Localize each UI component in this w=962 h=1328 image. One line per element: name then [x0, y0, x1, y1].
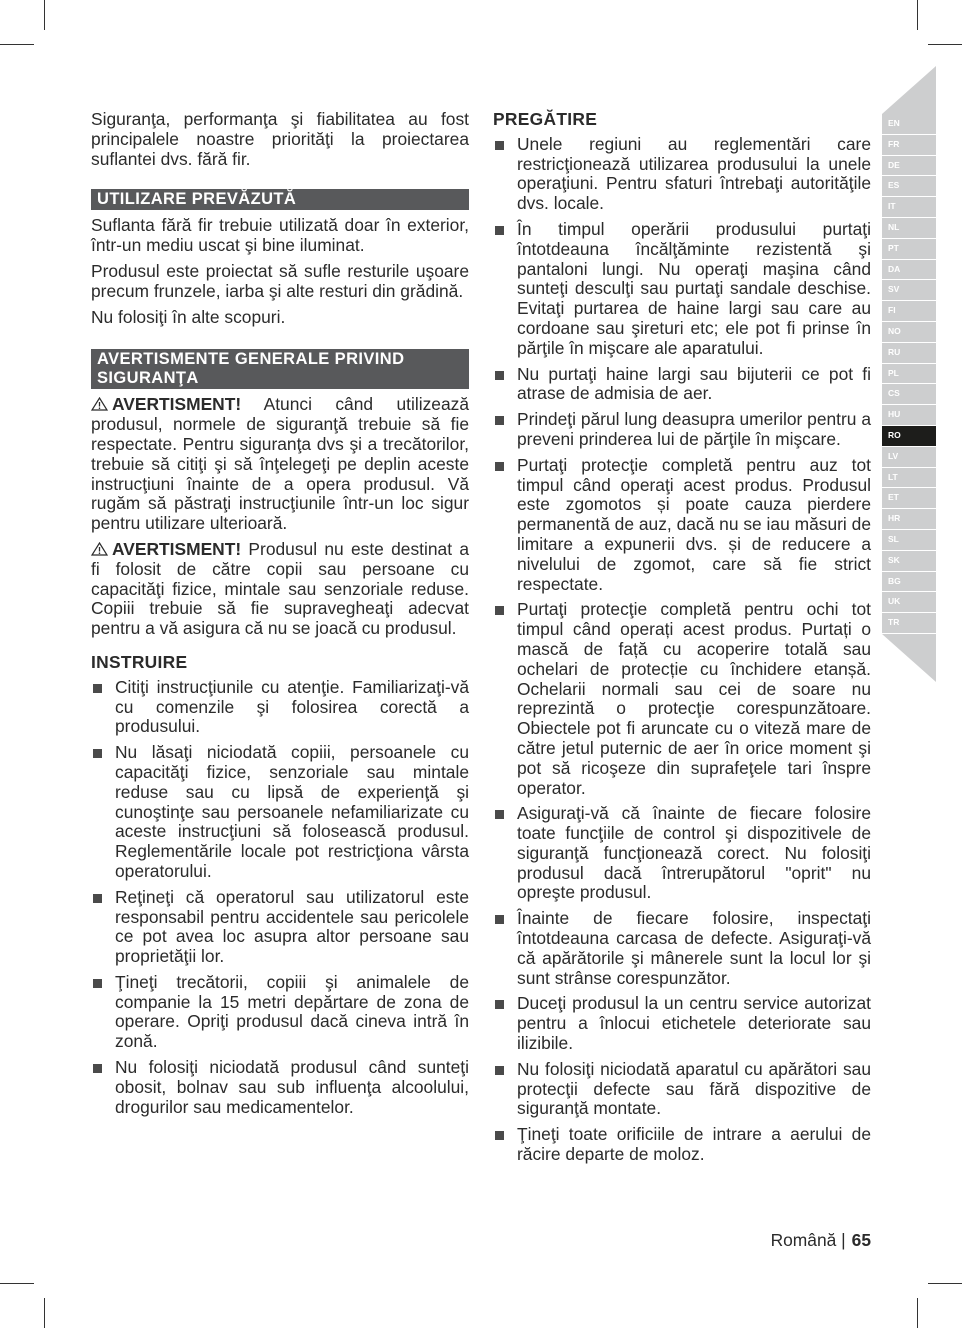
language-tab-no[interactable]: NO: [882, 322, 936, 342]
language-tab-cs[interactable]: CS: [882, 384, 936, 404]
preparation-list: [493, 135, 871, 1165]
language-tab-fr[interactable]: FR: [882, 135, 936, 155]
language-tab-hu[interactable]: HU: [882, 405, 936, 425]
list-item: Prindeţi părul lung deasupra umerilor pentru a preveni prinderea lui de părţile în mişcare.: [493, 410, 871, 450]
language-tab-lv[interactable]: LV: [882, 447, 936, 467]
language-tab-et[interactable]: ET: [882, 488, 936, 508]
language-tab-de[interactable]: DE: [882, 156, 936, 176]
list-item: Nu folosiţi niciodată aparatul cu apărători sau protecţii defecte sau fără dispozitive de siguranţă montate.: [493, 1060, 871, 1119]
language-tab-lt[interactable]: LT: [882, 468, 936, 488]
language-tab-strip: [882, 66, 936, 682]
language-tab-pt[interactable]: PT: [882, 239, 936, 259]
left-column: [91, 110, 469, 1123]
list-item: Asiguraţi-vă că înainte de fiecare folosire toate funcţiile de control şi dispozitivele de siguranţă funcţionează corect. Nu folosiţi produsul dacă întrerupătorul "oprit" nu opreşte produsul.: [493, 804, 871, 903]
list-item: Ţineţi toate orificiile de intrare a aerului de răcire departe de moloz.: [493, 1125, 871, 1165]
warning-text: Produsul nu este destinat a fi folosit de către copii sau persoane cu capacităţi fizice, mintale sau senzoriale reduse. Copiii trebuie să fie supravegheaţi adecvat pentru a vă asigura că nu se joacă cu produsul.: [91, 538, 469, 639]
warning-icon: [91, 397, 108, 411]
list-item: Nu purtaţi haine largi sau bijuterii ce pot fi atrase de admisia de aer.: [493, 365, 871, 405]
crop-mark: [44, 0, 45, 30]
right-column: [493, 110, 871, 1171]
footer-language: Română |: [770, 1230, 846, 1250]
training-list: [91, 678, 469, 1118]
crop-mark: [928, 1283, 962, 1284]
language-tab-hr[interactable]: HR: [882, 509, 936, 529]
paragraph: Produsul este proiectat să sufle resturile uşoare precum frunzele, iarba şi alte resturi din grădină.: [91, 260, 469, 301]
crop-mark: [0, 1283, 34, 1284]
intro-paragraph: Siguranţa, performanţa şi fiabilitatea au fost principalele noastre priorităţi la proiectarea suflantei dvs. fără fir.: [91, 109, 469, 169]
warning-label: AVERTISMENT!: [112, 394, 242, 415]
section-heading-training: INSTRUIRE: [91, 651, 188, 672]
list-item: Unele regiuni au reglementări care restricţionează utilizarea produsului la unele operaţiuni. Pentru sfaturi întrebaţi autorităţile dvs. locale.: [493, 135, 871, 214]
list-item: Reţineţi că operatorul sau utilizatorul este responsabil pentru accidentele sau pericolele ce pot avea loc asupra altor persoane sau proprietăţii lor.: [91, 888, 469, 967]
crop-mark: [928, 44, 962, 45]
list-item: Nu folosiţi niciodată produsul când sunteţi obosit, bolnav sau sub influenţa alcoolului, drogurilor sau medicamentelor.: [91, 1058, 469, 1117]
language-tab-nl[interactable]: NL: [882, 218, 936, 238]
language-tab-bg[interactable]: BG: [882, 572, 936, 592]
tab-strip-top-cap: [882, 66, 936, 114]
tab-strip-bottom-cap: [882, 634, 936, 682]
language-tab-fi[interactable]: FI: [882, 301, 936, 321]
list-item: Ţineţi trecătorii, copiii şi animalele de companie la 15 metri depărtare de zona de operare. Opriţi produsul dacă cineva intră în zonă.: [91, 973, 469, 1052]
crop-mark: [917, 0, 918, 30]
list-item: Duceţi produsul la un centru service autorizat pentru a înlocui etichetele deteriorate sau ilizibile.: [493, 994, 871, 1053]
crop-mark: [44, 1298, 45, 1328]
warning-paragraph: [91, 395, 469, 534]
language-tab-da[interactable]: DA: [882, 260, 936, 280]
warning-text: Atunci când utilizează produsul, normele de siguranţă trebuie să fie respectate. Pentru siguranţa dvs şi a trecătorilor, trebuie să citiţi şi să înţelegeţi pe deplin aceste instrucţiuni înainte de a opera produsul. Vă rugăm să păstraţi instrucţiunile într-un loc sigur pentru utilizare ulterioară.: [91, 394, 469, 534]
list-item: Citiţi instrucţiunile cu atenţie. Familiarizaţi-vă cu comenzile şi folosirea corectă a produsului.: [91, 678, 469, 737]
list-item: În timpul operării produsului purtaţi întotdeauna încălţăminte rezistentă şi pantaloni lungi. Nu operaţi maşina când sunteţi desculţi sau purtaţi sandale deschise. Evitaţi purtarea de haine largi sau care au cordoane sau şireturi etc; ele pot fi prinse în părţile în mişcare ale aparatului.: [493, 220, 871, 359]
language-tab-it[interactable]: IT: [882, 197, 936, 217]
paragraph: Nu folosiţi în alte scopuri.: [91, 306, 286, 327]
language-tab-uk[interactable]: UK: [882, 592, 936, 612]
language-tab-es[interactable]: ES: [882, 176, 936, 196]
language-tab-sv[interactable]: SV: [882, 280, 936, 300]
list-item: Purtaţi protecţie completă pentru ochi tot timpul când operați acest produs. Purtați o mască de față cu acoperire totală sau ochelari de protecție cu închidere etanșă. Ochelarii normali sau cei de soare nu reprezintă o protecţie corespunzătoare. Obiectele pot fi aruncate cu o viteză mare de către jetul puternic de aer în orice moment şi pot să ricoşeze din suprafeţele tari înspre operator.: [493, 600, 871, 798]
section-heading-preparation: PREGĂTIRE: [493, 109, 598, 129]
language-tab-ru[interactable]: RU: [882, 343, 936, 363]
language-tab-tr[interactable]: TR: [882, 613, 936, 633]
language-tab-en[interactable]: EN: [882, 114, 936, 134]
language-tab-sk[interactable]: SK: [882, 551, 936, 571]
language-tab-pl[interactable]: PL: [882, 364, 936, 384]
list-item: Nu lăsaţi niciodată copiii, persoanele cu capacităţi fizice, senzoriale sau mintale reduse sau cu lipsă de experienţă şi cunoştinţe sau persoanele nefamiliarizate cu aceste instrucţiuni să folosească produsul. Reglementările locale pot restricţiona vârsta operatorului.: [91, 743, 469, 882]
warning-paragraph: [91, 540, 469, 639]
language-tab-sl[interactable]: SL: [882, 530, 936, 550]
page-footer: [700, 1230, 871, 1251]
warning-icon: [91, 542, 108, 556]
page-number: 65: [851, 1230, 871, 1250]
section-heading-safety-warnings: AVERTISMENTE GENERALE PRIVIND SIGURANŢA: [91, 349, 469, 389]
crop-mark: [0, 44, 34, 45]
list-item: Înainte de fiecare folosire, inspectaţi întotdeauna carcasa de defecte. Asiguraţi-vă că apărătorile şi mânerele sunt la locul lor şi sunt strânse corespunzător.: [493, 909, 871, 988]
crop-mark: [917, 1298, 918, 1328]
list-item: Purtaţi protecţie completă pentru auz tot timpul când operaţi acest produs. Produsul este zgomotos și poate cauza pierdere permanentă de auz, dacă nu se iau măsuri de limitare a expunerii dvs. și de reducere a nivelului de zgomot, care să fie strict respectate.: [493, 456, 871, 595]
warning-label: AVERTISMENT!: [112, 538, 242, 559]
language-tab-ro[interactable]: RO: [882, 426, 936, 446]
paragraph: Suflanta fără fir trebuie utilizată doar în exterior, într-un mediu uscat şi bine iluminat.: [91, 215, 469, 256]
language-tab-list: [882, 114, 936, 634]
section-heading-intended-use: UTILIZARE PREVĂZUTĂ: [91, 189, 469, 210]
